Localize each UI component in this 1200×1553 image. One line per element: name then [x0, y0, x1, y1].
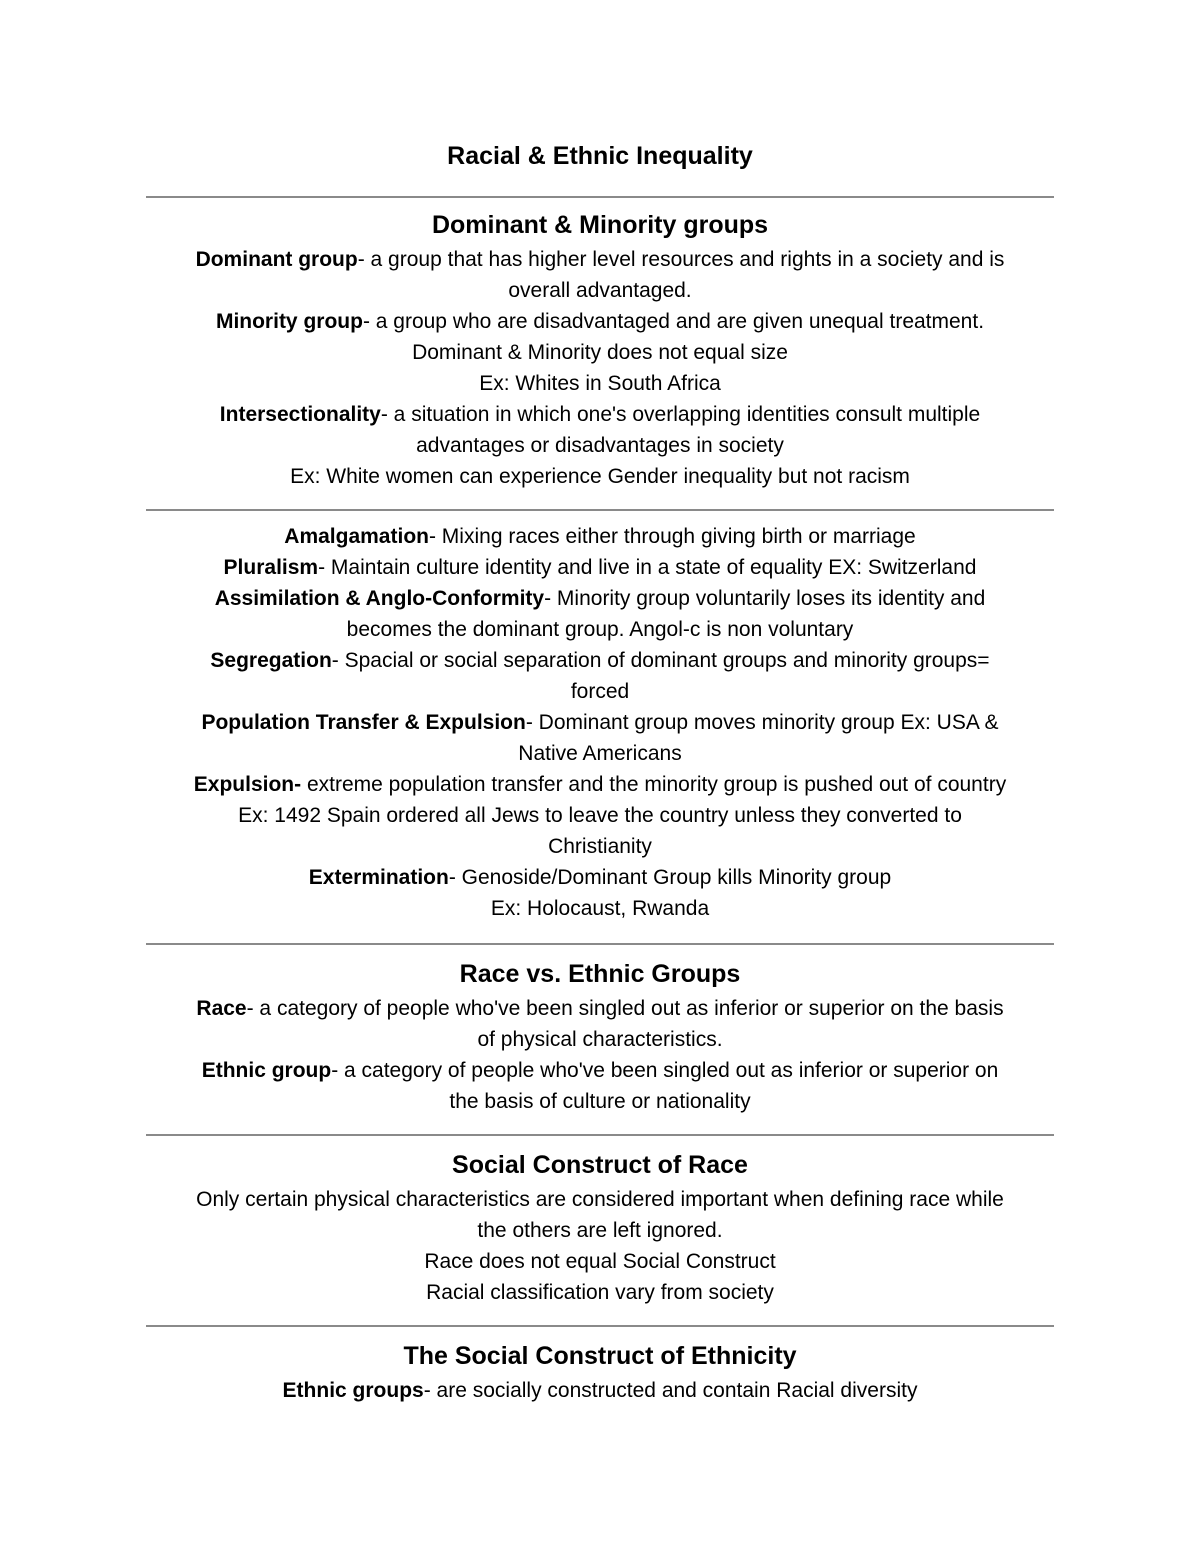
definition-text: - a group who are disadvantaged and are given unequal treatment. [362, 310, 985, 333]
definition-amalgamation [146, 521, 1054, 552]
section-heading: Social Construct of Race [452, 1151, 748, 1179]
definition-ethnic-groups [146, 1375, 1054, 1406]
definition-text: - Spacial or social separation of dominant groups and minority groups= [331, 649, 990, 672]
term: Extermination [308, 866, 449, 889]
definition-text: - a category of people who've been singled out as inferior or superior on [331, 1059, 999, 1082]
definition-continuation: the basis of culture or nationality [449, 1090, 751, 1113]
body-line: the others are left ignored. [477, 1219, 723, 1242]
divider [146, 1325, 1054, 1327]
definition-ethnic-group [146, 1055, 1054, 1086]
definition-text: - Maintain culture identity and live in a state of equality EX: Switzerland [318, 556, 977, 579]
section-heading: The Social Construct of Ethnicity [403, 1342, 797, 1370]
section-race-vs-ethnic [146, 955, 1054, 1117]
term: Assimilation & Anglo-Conformity [214, 587, 545, 610]
example-line: Ex: 1492 Spain ordered all Jews to leave the country unless they converted to [238, 804, 962, 827]
divider [146, 196, 1054, 198]
body-line: Racial classification vary from society [426, 1281, 774, 1304]
term: Population Transfer & Expulsion [201, 711, 526, 734]
divider [146, 1134, 1054, 1136]
divider [146, 509, 1054, 511]
document-title: Racial & Ethnic Inequality [447, 142, 753, 170]
example-line: Ex: Whites in South Africa [479, 372, 721, 395]
term: Segregation [210, 649, 332, 672]
term: Minority group [215, 310, 363, 333]
term: Ethnic groups [282, 1379, 424, 1402]
definition-continuation: overall advantaged. [508, 279, 692, 302]
definition-pluralism [146, 552, 1054, 583]
term: Ethnic group [201, 1059, 332, 1082]
definition-continuation: of physical characteristics. [477, 1028, 723, 1051]
section-heading: Dominant & Minority groups [431, 211, 769, 239]
note-line: Dominant & Minority does not equal size [412, 341, 788, 364]
definition-continuation: Native Americans [518, 742, 682, 765]
term: Pluralism [223, 556, 319, 579]
definition-text: - a group that has higher level resources and rights in a society and is [357, 248, 1005, 271]
definition-dominant-group [146, 244, 1054, 275]
section-dominant-minority [146, 206, 1054, 492]
definition-population-transfer [146, 707, 1054, 738]
definition-text: - Minority group voluntarily loses its identity and [544, 587, 986, 610]
definition-segregation [146, 645, 1054, 676]
definition-expulsion [146, 769, 1054, 800]
definition-text: - Mixing races either through giving birth or marriage [428, 525, 916, 548]
term: Expulsion- [193, 773, 302, 796]
definition-continuation: forced [570, 680, 630, 703]
term: Amalgamation [284, 525, 429, 548]
definition-intersectionality [146, 399, 1054, 430]
definition-text: - Genoside/Dominant Group kills Minority group [448, 866, 892, 889]
definition-race [146, 993, 1054, 1024]
section-group-relations [146, 521, 1054, 924]
term: Dominant group [195, 248, 358, 271]
definition-text: - a situation in which one's overlapping identities consult multiple [380, 403, 981, 426]
example-line: Ex: White women can experience Gender inequality but not racism [290, 465, 910, 488]
body-line: Only certain physical characteristics are considered important when defining race while [196, 1188, 1004, 1211]
definition-text: extreme population transfer and the minority group is pushed out of country [301, 773, 1007, 796]
definition-minority-group [146, 306, 1054, 337]
example-continuation: Christianity [548, 835, 652, 858]
term: Intersectionality [219, 403, 381, 426]
divider [146, 943, 1054, 945]
section-social-construct-ethnicity [146, 1337, 1054, 1406]
section-heading: Race vs. Ethnic Groups [459, 960, 741, 988]
body-line: Race does not equal Social Construct [424, 1250, 776, 1273]
example-line: Ex: Holocaust, Rwanda [490, 897, 710, 920]
definition-text: - are socially constructed and contain Racial diversity [423, 1379, 918, 1402]
document-page [146, 138, 1054, 1406]
definition-continuation: becomes the dominant group. Angol-c is non voluntary [346, 618, 854, 641]
definition-text: - a category of people who've been singled out as inferior or superior on the basis [246, 997, 1004, 1020]
definition-extermination [146, 862, 1054, 893]
term: Race [196, 997, 247, 1020]
definition-assimilation [146, 583, 1054, 614]
definition-continuation: advantages or disadvantages in society [416, 434, 784, 457]
definition-text: - Dominant group moves minority group Ex: USA & [525, 711, 999, 734]
section-social-construct-race [146, 1146, 1054, 1308]
